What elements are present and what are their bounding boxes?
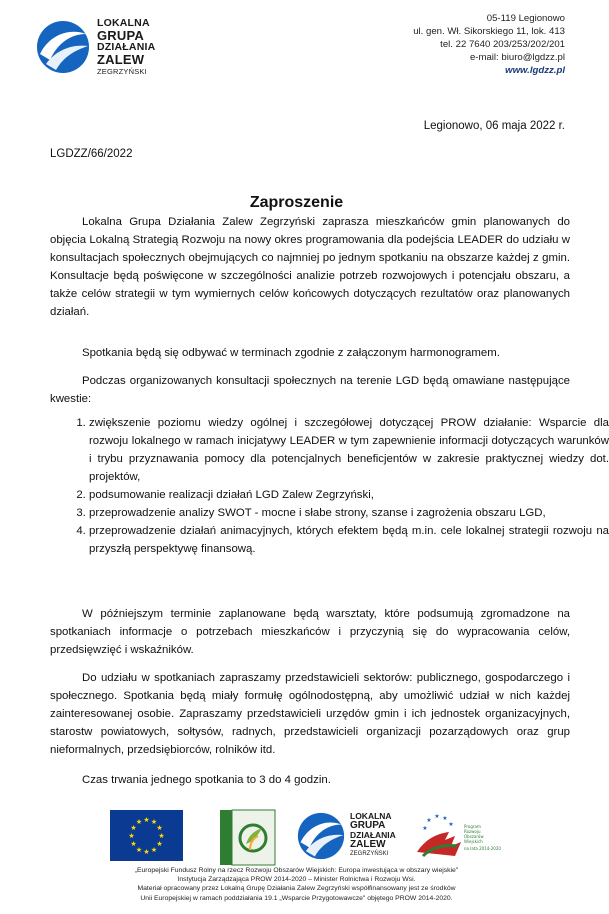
footer-logo-line: GRUPA: [350, 820, 386, 831]
footer-logo-line: DZIAŁANIA: [350, 830, 396, 840]
address-street: ul. gen. Wł. Sikorskiego 11, lok. 413: [413, 26, 565, 37]
funding-note-line: Materiał opracowany przez Lokalną Grupę Działania Zalew Zegrzyński współfinansowany jest ze środków: [137, 885, 456, 893]
svg-text:★: ★: [128, 832, 135, 840]
lgd-footer-logo-text: [350, 812, 396, 859]
lgd-footer-logo-icon: [297, 812, 345, 860]
prow-label: Program: [464, 824, 481, 829]
footer-logo-line: ZALEW: [350, 839, 386, 850]
funding-note-line: Instytucja Zarządzająca PROW 2014-2020 – Minister Rolnictwa i Rozwoju Wsi.: [177, 876, 416, 884]
funding-note-line: „Europejski Fundusz Rolny na rzecz Rozwoju Obszarów Wiejskich: Europa inwestująca w obszary wiejskie": [134, 867, 459, 874]
address-email[interactable]: e-mail: biuro@lgdzz.pl: [469, 52, 565, 63]
reference-number: LGDZZ/66/2022: [50, 148, 133, 160]
schedule-paragraph: Spotkania będą się odbywać w terminach zgodnie z załączonym harmonogramem.: [82, 347, 500, 359]
document-date: Legionowo, 06 maja 2022 r.: [423, 120, 565, 132]
svg-text:★: ★: [442, 815, 448, 822]
svg-text:★: ★: [130, 824, 137, 832]
svg-text:★: ★: [422, 825, 428, 832]
footer-logo-line: LOKALNA: [350, 811, 392, 821]
address-postal: 05-119 Legionowo: [486, 13, 565, 24]
workshops-paragraph: W późniejszym terminie zaplanowane będą warsztaty, które podsumują zgromadzone na spotkaniach informacje o potrzebach mieszkańców i przyczynią się do wypracowania celów, przedsięwzięć i wskaźników.: [50, 608, 570, 656]
prow-label: Rozwoju: [464, 829, 481, 834]
svg-text:★: ★: [135, 846, 143, 854]
address-phone: tel. 22 7640 203/253/202/201: [440, 39, 565, 50]
eu-flag-icon: [110, 810, 183, 861]
funding-note: [0, 866, 593, 903]
prow-label: Wiejskich: [464, 839, 483, 844]
list-item: 3. przeprowadzenie analizy SWOT - mocne i słabe strony, szanse i zagrożenia obszaru LGD,: [89, 504, 609, 522]
invitation-paragraph: Do udziału w spotkaniach zapraszamy przedstawicieli sektorów: publicznego, gospodarczego i społecznego. Spotkania będą miały formułę ogólnodostępną, aby umożliwić udział w nich każdej zainteresowanej osobie. Zapraszamy przedstawicieli urzędów gmin i ich jednostek organizacyjnych, starostw powiatowych, sołtysów, radnych, przedstawicieli organizacji pozarządowych oraz grup nieformalnych, przedsiębiorców, rolników itd.: [50, 672, 570, 756]
svg-text:★: ★: [426, 817, 432, 824]
logo-line-5: ZEGRZYŃSKI: [97, 67, 147, 76]
svg-text:★: ★: [150, 818, 158, 826]
lgd-logo-icon: [36, 20, 90, 74]
prow-label: na lata 2014-2020: [464, 846, 501, 851]
footer-logo-line: ZEGRZYŃSKI: [350, 851, 389, 857]
funding-note-line: Unii Europejskiej w ramach poddziałania 19.1 „Wsparcie Przygotowawcze" objętego PROW 2014-2020.: [140, 894, 453, 902]
topics-intro-paragraph: Podczas organizowanych konsultacji społecznych na terenie LGD będą omawiane następujące kwestie:: [50, 375, 570, 405]
list-item: 4. przeprowadzenie działań animacyjnych, których efektem będą m.in. cele lokalnej strategii rozwoju na przyszłą perspektywę finansową.: [89, 522, 609, 558]
list-item: 2. podsumowanie realizacji działań LGD Zalew Zegrzyński,: [89, 486, 609, 504]
svg-text:★: ★: [448, 821, 454, 828]
logo-line-2: GRUPA: [97, 28, 144, 43]
svg-text:★: ★: [135, 818, 143, 826]
logo-line-4: ZALEW: [97, 52, 145, 67]
prow-logo-icon: [415, 810, 501, 865]
logo-line-1: LOKALNA: [97, 17, 150, 29]
address-block: [413, 12, 565, 77]
list-item: 1. zwiększenie poziomu wiedzy ogólnej i szczegółowej dotyczącej PROW działanie: Wsparcie dla rozwoju lokalnego w ramach inicjatywy LEADER w tym zapewnienie informacji dotyczących warunków i trybu przyznawania pomocy dla potencjalnych beneficjentów w zakresie praktycznej wiedzy dot. projektów,: [89, 414, 609, 486]
svg-text:★: ★: [434, 813, 440, 820]
intro-paragraph: Lokalna Grupa Działania Zalew Zegrzyński zaprasza mieszkańców gmin planowanych do objęcia Lokalną Strategią Rozwoju na nowy okres programowania dla podejścia LEADER do udziału w konsultacjach społecznych obejmujących co najmniej po jednym spotkaniu na obszarze każdej z gmin. Konsultacje będą poświęcone w szczególności analizie potrzeb rozwojowych i potencjału obszaru, a także celów strategii w tym wymiernych celów końcowych dotyczących rezultatów oraz planowanych działań.: [50, 216, 570, 318]
svg-text:★: ★: [143, 848, 150, 856]
website-link[interactable]: www.lgdzz.pl: [505, 65, 565, 76]
svg-text:★: ★: [143, 816, 150, 824]
svg-text:★: ★: [130, 840, 137, 848]
topics-list: [50, 414, 609, 558]
logo-line-3: DZIAŁANIA: [97, 41, 156, 53]
leader-logo-icon: [220, 810, 275, 865]
svg-text:★: ★: [158, 832, 165, 840]
svg-text:★: ★: [156, 824, 163, 832]
lgd-logo-text: [97, 18, 155, 77]
document-title: Zaproszenie: [249, 194, 344, 211]
duration-paragraph: Czas trwania jednego spotkania to 3 do 4 godzin.: [82, 774, 331, 786]
svg-text:★: ★: [156, 840, 163, 848]
prow-label: Obszarów: [464, 834, 484, 839]
svg-text:★: ★: [150, 846, 158, 854]
